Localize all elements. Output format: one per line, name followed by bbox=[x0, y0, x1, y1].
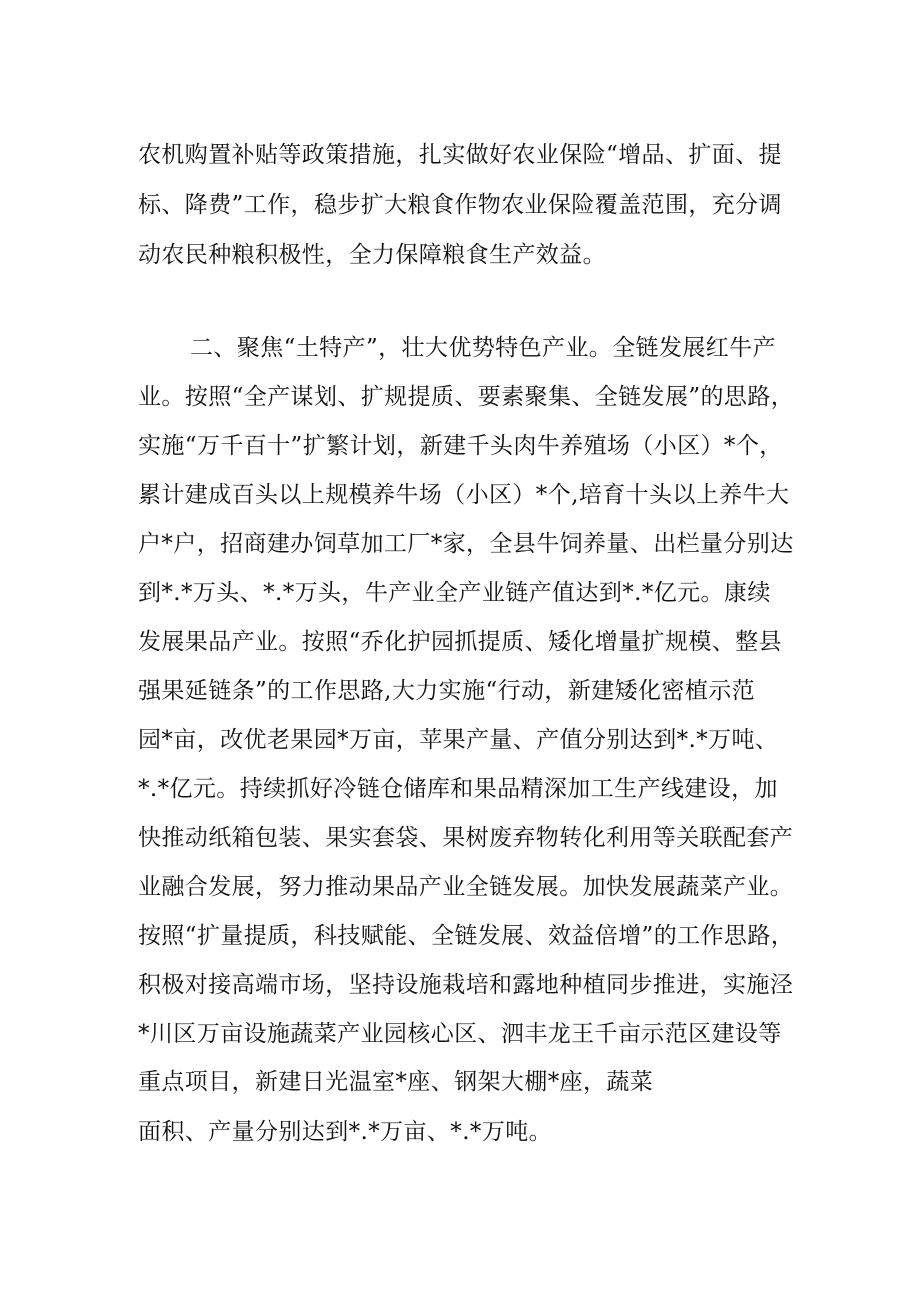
paragraph-1-line-3: 动农民种粮积极性，全力保障粮食生产效益。 bbox=[138, 242, 606, 268]
paragraph-1-line-2: 标、降费”工作，稳步扩大粮食作物农业保险覆盖范围，充分调 bbox=[138, 192, 782, 218]
paragraph-2-line-6: 到*.*万头、*.*万头，牛产业全产业链产值达到*.*亿元。康续 bbox=[138, 580, 771, 606]
paragraph-2-line-14: 积极对接高端市场，坚持设施栽培和露地种植同步推进，实施泾 bbox=[138, 972, 794, 998]
paragraph-2-line-5: 户*户，招商建办饲草加工厂*家，全县牛饲养量、出栏量分别达 bbox=[138, 531, 794, 557]
paragraph-2-line-16: 重点项目，新建日光温室*座、钢架大棚*座，蔬菜 bbox=[138, 1069, 654, 1095]
paragraph-2-line-4: 累计建成百头以上规模养牛场（小区）*个,培育十头以上养牛大 bbox=[138, 482, 790, 508]
paragraph-3-line-1: 面积、产量分别达到*.*万亩、*.*万吨。 bbox=[138, 1119, 553, 1145]
paragraph-2-line-8: 强果延链条”的工作思路,大力实施“行动，新建矮化密植示范 bbox=[138, 678, 756, 704]
paragraph-2-line-11: 快推动纸箱包装、果实套袋、果树废弃物转化利用等关联配套产 bbox=[138, 825, 794, 851]
paragraph-2-line-1: 二、聚焦“土特产”，壮大优势特色产业。全链发展红牛产 bbox=[190, 335, 776, 361]
paragraph-2-line-15: *川区万亩设施蔬菜产业园核心区、泗丰龙王千亩示范区建设等 bbox=[138, 1021, 782, 1047]
paragraph-1-line-1: 农机购置补贴等政策措施，扎实做好农业保险“增品、扩面、提 bbox=[138, 142, 782, 168]
paragraph-2-line-7: 发展果品产业。按照“乔化护园抓提质、矮化增量扩规模、整县 bbox=[138, 629, 782, 655]
paragraph-2-line-3: 实施“万千百十”扩繁计划，新建千头肉牛养殖场（小区）*个， bbox=[138, 433, 783, 459]
paragraph-2-line-9: 园*亩，改优老果园*万亩，苹果产量、产值分别达到*.*万吨、 bbox=[138, 727, 779, 753]
paragraph-2-line-10: *.*亿元。持续抓好冷链仓储库和果品精深加工生产线建设，加 bbox=[138, 776, 778, 802]
paragraph-2-line-13: 按照“扩量提质，科技赋能、全链发展、效益倍增”的工作思路， bbox=[138, 923, 795, 949]
paragraph-2-line-12: 业融合发展，努力推动果品产业全链发展。加快发展蔬菜产业。 bbox=[138, 874, 794, 900]
paragraph-2-line-2: 业。按照“全产谋划、扩规提质、要素聚集、全链发展”的思路， bbox=[138, 384, 795, 410]
